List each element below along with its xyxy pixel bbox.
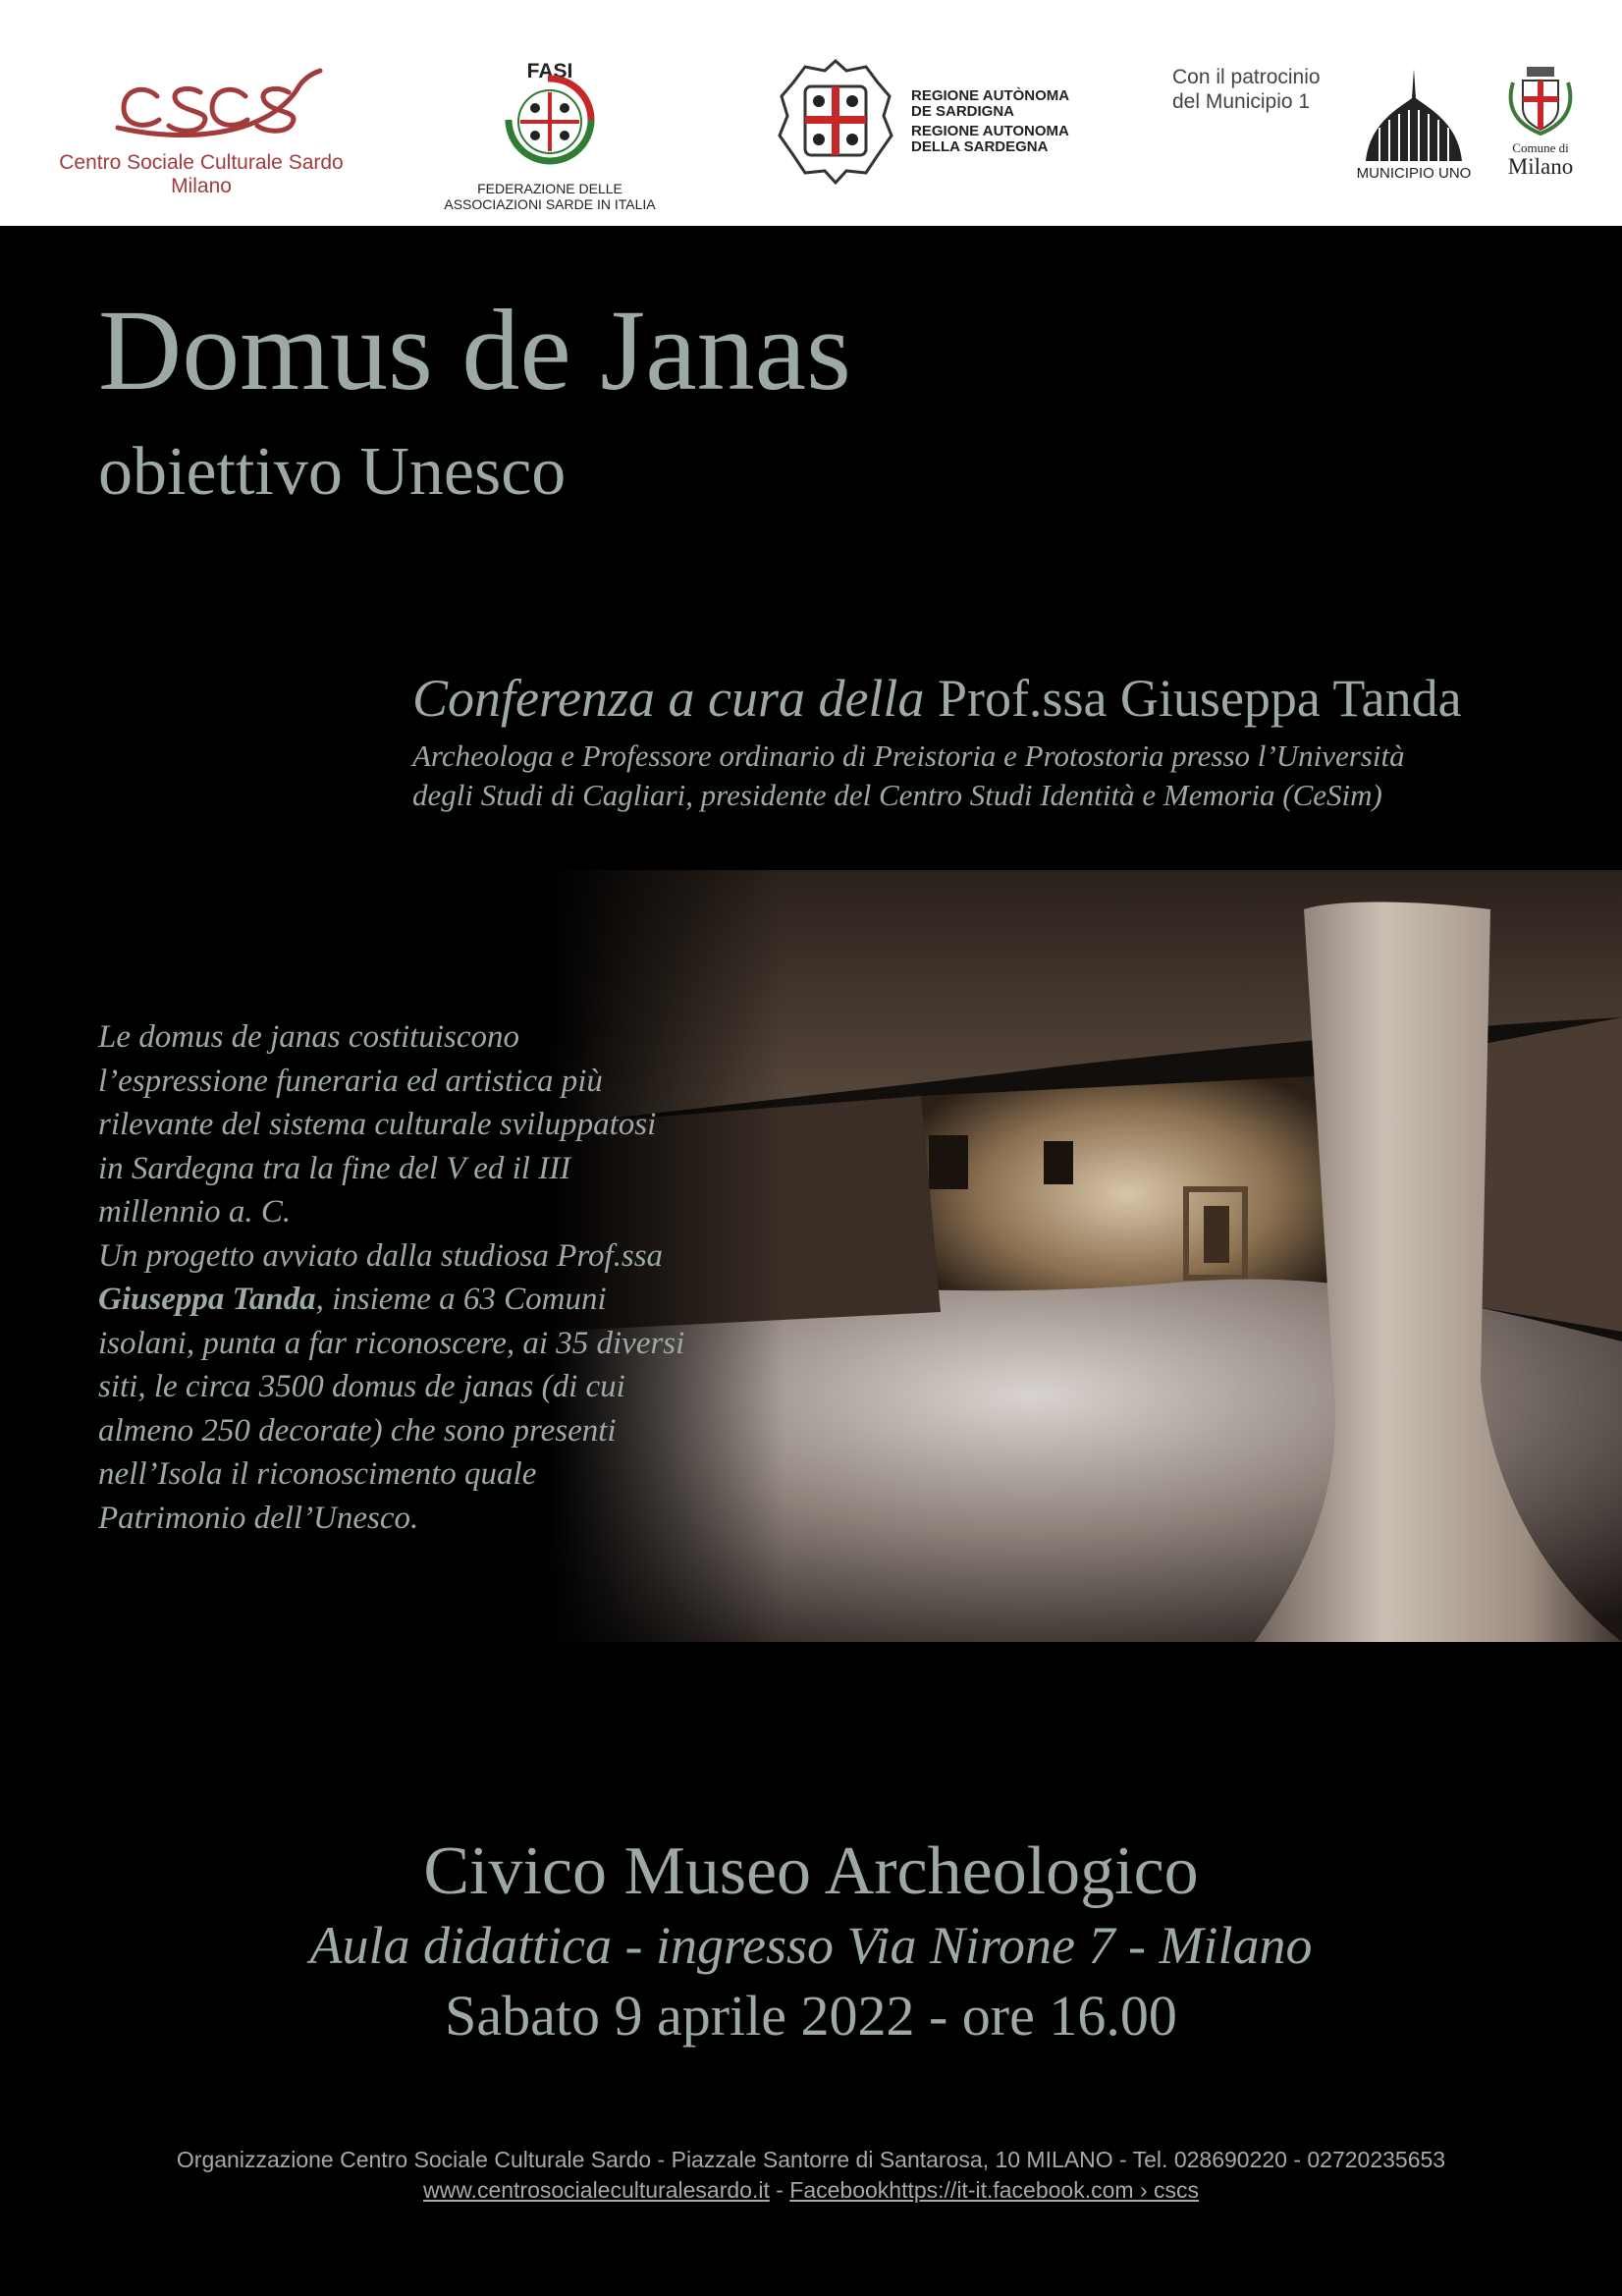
desc-line-1: Le domus de janas costituiscono [98, 1019, 519, 1055]
organizer-info: Organizzazione Centro Sociale Culturale Sardo - Piazzale Santorre di Santarosa, 10 MILANO - Tel. 028690220 - 02720235653 [176, 2147, 1446, 2172]
venue-block [0, 1832, 1622, 2052]
desc-line-8: isolani, punta a far riconoscere, ai 35 diversi [98, 1325, 685, 1361]
footer [0, 2145, 1622, 2206]
regione-line-2: DE SARDIGNA [911, 103, 1015, 120]
cscs-name: Centro Sociale Culturale Sardo [59, 151, 344, 174]
patrocinio-line-1: Con il patrocinio [1172, 66, 1321, 88]
sponsor-header [0, 0, 1622, 226]
desc-line-7 [98, 1278, 785, 1322]
fasi-short: FASI [526, 60, 573, 82]
municipio-uno-logo [1355, 69, 1473, 187]
sardinia-coat-of-arms-icon [776, 57, 895, 187]
desc-line-4: in Sardegna tra la fine del V ed il III [98, 1150, 571, 1186]
regione-line-3: REGIONE AUTONOMA [911, 123, 1069, 139]
fasi-emblem-icon [491, 69, 609, 177]
venue-room: Aula didattica - ingresso Via Nirone 7 - Milano [309, 1916, 1313, 1975]
desc-line-2: l’espressione funeraria ed artistica più [98, 1063, 603, 1099]
facebook-link[interactable]: Facebookhttps://it-it.facebook.com › cscs [789, 2177, 1199, 2203]
desc-line-10: almeno 250 decorate) che sono presenti [98, 1412, 617, 1449]
regione-line-1: REGIONE AUTÒNOMA [911, 87, 1070, 104]
milano-crest-icon [1501, 63, 1580, 139]
patrocinio-line-2: del Municipio 1 [1172, 90, 1311, 113]
website-link[interactable]: www.centrosocialeculturalesardo.it [423, 2177, 770, 2203]
fasi-caption-1: FEDERAZIONE DELLE [477, 181, 622, 196]
cscs-logo [39, 65, 363, 212]
poster-subtitle: obiettivo Unesco [98, 434, 567, 510]
event-datetime: Sabato 9 aprile 2022 - ore 16.00 [445, 1984, 1177, 2048]
desc-bold-name: Giuseppa Tanda [98, 1282, 316, 1317]
desc-line-3: rilevante del sistema culturale sviluppatosi [98, 1107, 657, 1142]
fasi-caption-2: ASSOCIAZIONI SARDE IN ITALIA [444, 196, 656, 212]
description-paragraph [98, 1015, 785, 1540]
cscs-city: Milano [171, 175, 232, 197]
conference-prefix: Conferenza a cura della [412, 669, 925, 728]
regione-logo [776, 57, 1109, 189]
cscs-mark-icon [39, 65, 363, 143]
conference-speaker: Prof.ssa Giuseppa Tanda [937, 669, 1462, 728]
comune-line-2: Milano [1507, 154, 1574, 179]
footer-links [0, 2175, 1622, 2206]
comune-line-1: Comune di [1512, 140, 1569, 155]
footer-separator: - [769, 2177, 790, 2203]
poster-title: Domus de Janas [98, 286, 851, 414]
desc-line-11: nell’Isola il riconoscimento quale [98, 1456, 537, 1492]
venue-name: Civico Museo Archeologico [423, 1833, 1199, 1909]
desc-line-12: Patrimonio dell’Unesco. [98, 1500, 419, 1536]
desc-line-9: siti, le circa 3500 domus de janas (di cui [98, 1369, 625, 1404]
speaker-bio-line-1: Archeologa e Professore ordinario di Preistoria e Protostoria presso l’Università [412, 738, 1405, 773]
desc-line-6: Un progetto avviato dalla studiosa Prof.ssa [98, 1237, 664, 1274]
regione-line-4: DELLA SARDEGNA [911, 138, 1049, 155]
municipio-caption: MUNICIPIO UNO [1356, 165, 1472, 182]
fasi-logo [442, 61, 658, 218]
desc-line-5: millennio a. C. [98, 1194, 292, 1230]
duomo-spire-icon [1360, 69, 1468, 163]
speaker-bio [412, 737, 1591, 815]
conference-heading [412, 669, 1462, 728]
patrocinio-note [1172, 65, 1321, 114]
comune-milano-logo [1496, 63, 1585, 191]
speaker-bio-line-2: degli Studi di Cagliari, presidente del Centro Studi Identità e Memoria (CeSim) [412, 778, 1382, 812]
desc-after-bold: , insieme a 63 Comuni [315, 1282, 607, 1317]
